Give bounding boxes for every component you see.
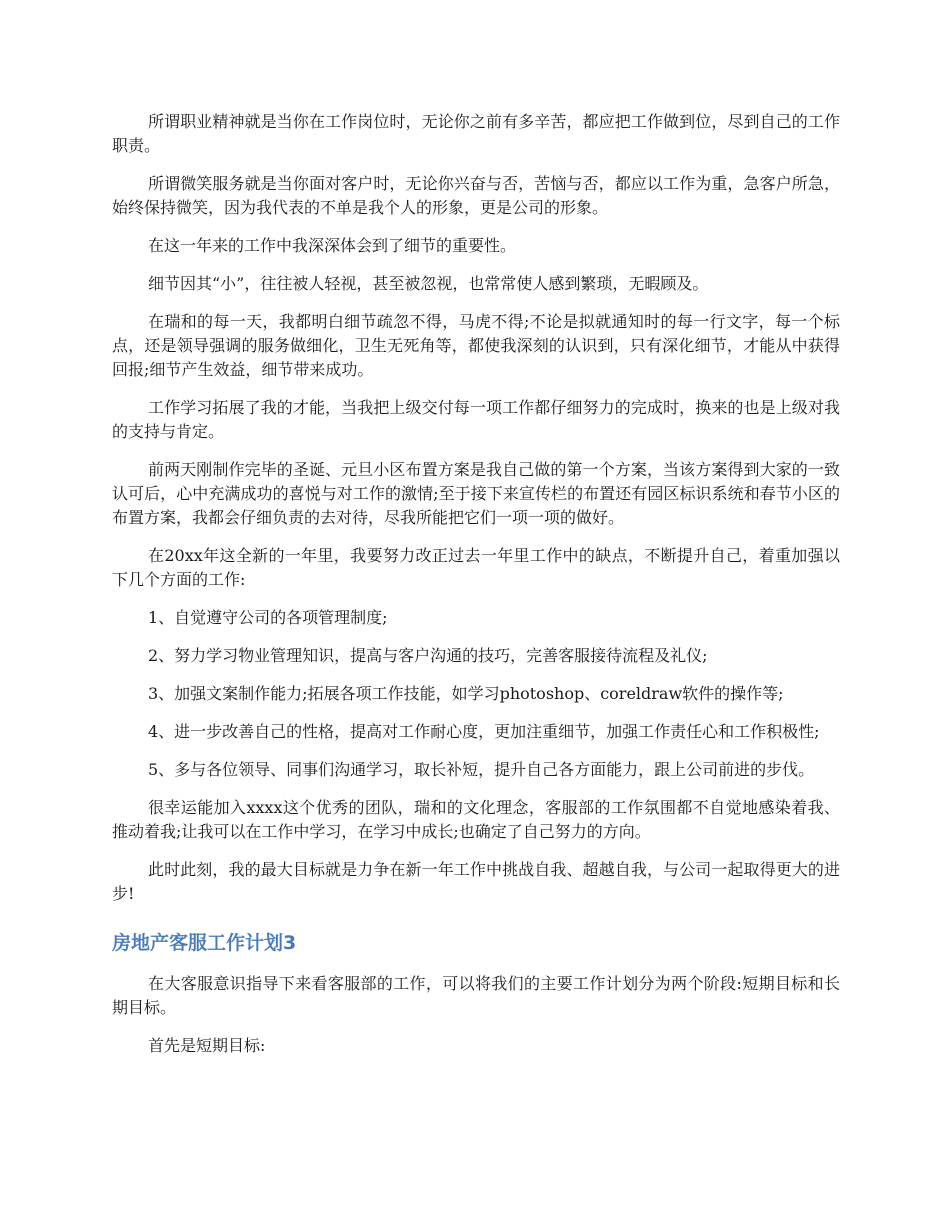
- paragraph: 很幸运能加入xxxx这个优秀的团队，瑞和的文化理念，客服部的工作氛围都不自觉地感染着我、推动着我;让我可以在工作中学习，在学习中成长;也确定了自己努力的方向。: [112, 798, 840, 841]
- paragraph: 首先是短期目标:: [148, 1036, 266, 1055]
- paragraph: 此时此刻，我的最大目标就是力争在新一年工作中挑战自我、超越自我，与公司一起取得更大的进步!: [112, 860, 840, 903]
- paragraph: 在瑞和的每一天，我都明白细节疏忽不得，马虎不得;不论是拟就通知时的每一行文字，每一个标点，还是领导强调的服务做细化，卫生无死角等，都使我深刻的认识到，只有深化细节，才能从中获得回报;细节产生效益，细节带来成功。: [112, 312, 840, 379]
- paragraph: 在这一年来的工作中我深深体会到了细节的重要性。: [148, 236, 517, 255]
- paragraph: 在大客服意识指导下来看客服部的工作，可以将我们的主要工作计划分为两个阶段:短期目标和长期目标。: [112, 974, 840, 1017]
- paragraph: 前两天刚制作完毕的圣诞、元旦小区布置方案是我自己做的第一个方案，当该方案得到大家的一致认可后，心中充满成功的喜悦与对工作的激情;至于接下来宣传栏的布置还有园区标识系统和春节小区的布置方案，我都会仔细负责的去对待，尽我所能把它们一项一项的做好。: [112, 460, 840, 527]
- list-item: 4、进一步改善自己的性格，提高对工作耐心度，更加注重细节，加强工作责任心和工作积极性;: [148, 722, 820, 741]
- list-item: 2、努力学习物业管理知识，提高与客户沟通的技巧，完善客服接待流程及礼仪;: [148, 646, 708, 665]
- list-item: 3、加强文案制作能力;拓展各项工作技能，如学习photoshop、coreldraw软件的操作等;: [148, 684, 784, 703]
- paragraph: 在20xx年这全新的一年里，我要努力改正过去一年里工作中的缺点，不断提升自己，着重加强以下几个方面的工作:: [112, 546, 840, 589]
- paragraph: 所谓微笑服务就是当你面对客户时，无论你兴奋与否，苦恼与否，都应以工作为重，急客户所急，始终保持微笑，因为我代表的不单是我个人的形象，更是公司的形象。: [112, 174, 840, 217]
- paragraph: 工作学习拓展了我的才能，当我把上级交付每一项工作都仔细努力的完成时，换来的也是上级对我的支持与肯定。: [112, 398, 840, 441]
- paragraph: 所谓职业精神就是当你在工作岗位时，无论你之前有多辛苦，都应把工作做到位，尽到自己的工作职责。: [112, 112, 840, 155]
- paragraph: 细节因其“小”，往往被人轻视，甚至被忽视，也常常使人感到繁琐，无暇顾及。: [148, 274, 709, 293]
- list-item: 5、多与各位领导、同事们沟通学习，取长补短，提升自己各方面能力，跟上公司前进的步伐。: [148, 760, 815, 779]
- section-heading: 房地产客服工作计划3: [112, 932, 297, 954]
- document-page: [112, 110, 840, 1072]
- list-item: 1、自觉遵守公司的各项管理制度;: [148, 608, 388, 627]
